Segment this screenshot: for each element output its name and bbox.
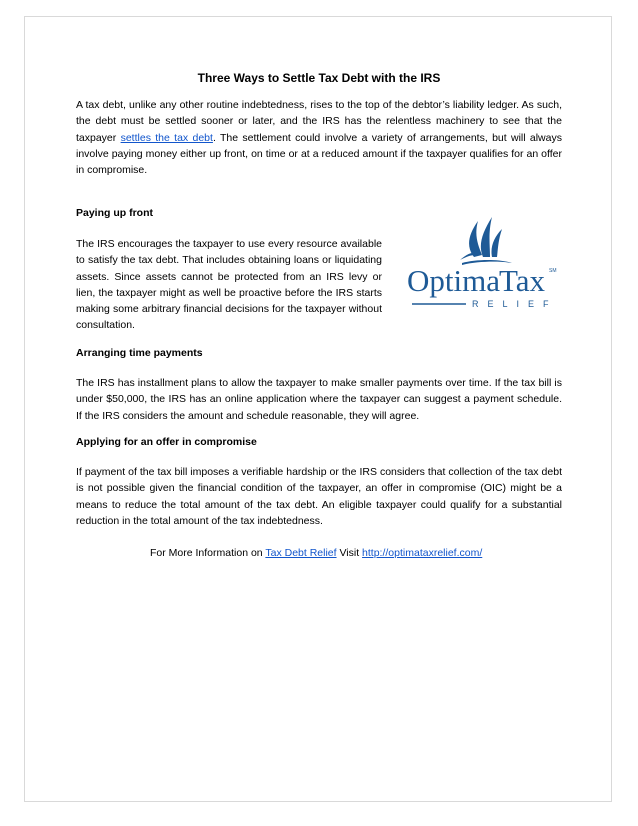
intro-paragraph <box>76 97 562 178</box>
footer-prefix: For More Information on <box>150 547 266 559</box>
footer-middle: Visit <box>336 547 363 559</box>
flame-emblem-icon <box>460 217 512 265</box>
intro-text-after: . The settlement could involve a variety of arrangements, but will always involve paying money either up front, on time or at a reduced amount if the taxpayer qualifies for an offer in compromise. <box>76 131 562 177</box>
tax-debt-relief-link[interactable]: Tax Debt Relief <box>265 547 337 559</box>
section-body-paying-up-front: The IRS encourages the taxpayer to use every resource available to satisfy the tax debt. That includes obtaining loans or liquidating assets. Since assets cannot be protected from an IRS levy or lien, the taxpayer might as well be proactive before the IRS starts making some arbitrary financial decisions for the taxpayer without consultation. <box>76 238 382 332</box>
section-body-time-payments: The IRS has installment plans to allow the taxpayer to make smaller payments over time. If the tax bill is under $50,000, the IRS has an online application where the taxpayer can suggest a payment schedule. If the IRS considers the amount and schedule reasonable, they will agree. <box>76 377 562 422</box>
section-body-offer-in-compromise: If payment of the tax bill imposes a verifiable hardship or the IRS considers that collection of the tax debt is not possible given the financial condition of the taxpayer, an offer in compromise (OIC) might be a means to reduce the total amount of the tax debt. An eligible taxpayer could qualify for a substantial reduction in the total amount of the tax indebtedness. <box>76 466 562 527</box>
wordmark-tax: Tax <box>499 263 546 298</box>
wordmark-relief: RELIEF <box>472 299 558 309</box>
wordmark-optima: Optima <box>407 263 500 298</box>
section-heading-offer-in-compromise: Applying for an offer in compromise <box>76 436 257 448</box>
service-mark: SM <box>549 268 557 274</box>
intro-text-before: A tax debt, unlike any other routine indebtedness, rises to the top of the debtor’s liability ledger. As such, the debt must be settled sooner or later, and the IRS has the relentless machinery to see that the taxpayer <box>76 99 562 144</box>
optimatax-logo-graphic <box>404 213 564 313</box>
section-heading-time-payments: Arranging time payments <box>76 347 203 359</box>
optimatax-logo <box>404 213 564 313</box>
document-title: Three Ways to Settle Tax Debt with the IRS <box>197 71 441 85</box>
optimataxrelief-url-link[interactable]: http://optimataxrelief.com/ <box>362 547 483 559</box>
settles-tax-debt-link[interactable]: settles the tax debt <box>120 131 213 144</box>
section-heading-paying-up-front: Paying up front <box>76 207 153 219</box>
footer-info-line <box>76 545 562 561</box>
